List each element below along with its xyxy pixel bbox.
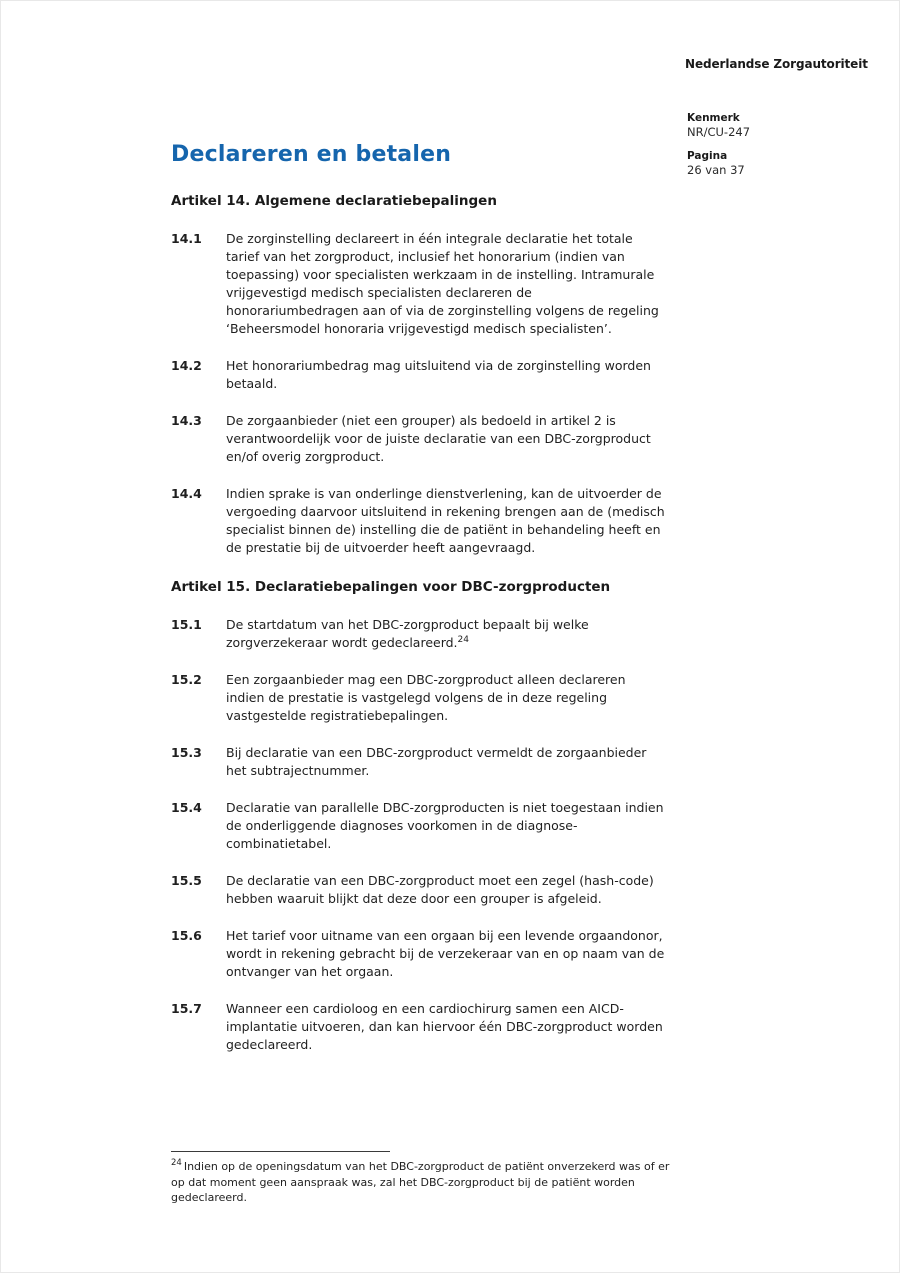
article-item-15-2 [171,671,667,725]
item-text: De declaratie van een DBC-zorgproduct moet een zegel (hash-code) hebben waaruit blijkt dat deze door een grouper is afgeleid. [226,873,654,906]
item-number: 15.6 [171,928,202,943]
item-text: Indien sprake is van onderlinge dienstverlening, kan de uitvoerder de vergoeding daarvoor uitsluitend in rekening brengen aan de (medisch specialist binnen de) instelling die de patiënt in behandeling heeft en de prestatie bij de uitvoerder heeft aangevraagd. [226,486,665,555]
item-number: 14.3 [171,413,202,428]
pagina-value: 26 van 37 [687,163,745,177]
article-item-14-4 [171,485,667,557]
org-name: Nederlandse Zorgautoriteit [685,57,868,71]
item-text [226,616,666,652]
kenmerk-label: Kenmerk [687,112,740,124]
item-text: Het honorariumbedrag mag uitsluitend via de zorginstelling worden betaald. [226,358,651,391]
item-text: De zorgaanbieder (niet een grouper) als bedoeld in artikel 2 is verantwoordelijk voor de juiste declaratie van een DBC-zorgproduct en/of overig zorgproduct. [226,413,651,464]
document-body [171,142,667,1073]
article-item-15-1 [171,616,667,652]
item-number: 15.1 [171,617,202,632]
article-item-14-3 [171,412,667,466]
article-item-15-3 [171,744,667,780]
pagina-label: Pagina [687,150,728,162]
item-number: 14.2 [171,358,202,373]
page-meta [687,111,857,187]
article-15-heading: Artikel 15. Declaratiebepalingen voor DBC-zorgproducten [171,579,611,595]
article-item-15-4 [171,799,667,853]
article-item-15-5 [171,872,667,908]
item-text-body: De startdatum van het DBC-zorgproduct bepaalt bij welke zorgverzekeraar wordt gedeclareerd. [226,617,589,650]
item-text: Declaratie van parallelle DBC-zorgproducten is niet toegestaan indien de onderliggende diagnoses voorkomen in de diagnose-combinatietabel. [226,800,664,851]
item-number: 14.1 [171,231,202,246]
footnote-body: Indien op de openingsdatum van het DBC-zorgproduct de patiënt onverzekerd was of er op dat moment geen aanspraak was, zal het DBC-zorgproduct bij de patiënt worden gedeclareerd. [171,1160,670,1204]
page-title: Declareren en betalen [171,142,452,167]
footnote-ref-24: 24 [457,634,469,645]
item-text: Bij declaratie van een DBC-zorgproduct vermeldt de zorgaanbieder het subtrajectnummer. [226,745,647,778]
item-number: 15.2 [171,672,202,687]
article-item-14-2 [171,357,667,393]
footnote-marker: 24 [171,1158,182,1169]
article-14-heading: Artikel 14. Algemene declaratiebepalingen [171,193,497,209]
article-item-14-1 [171,230,667,338]
article-14-section [171,193,667,557]
article-item-15-7 [171,1000,667,1054]
item-number: 15.7 [171,1001,202,1016]
item-number: 15.3 [171,745,202,760]
footnote-text [171,1159,685,1206]
item-number: 15.4 [171,800,202,815]
article-15-section [171,579,667,1054]
item-number: 14.4 [171,486,202,501]
footnote-separator [171,1151,390,1152]
article-item-15-6 [171,927,667,981]
item-number: 15.5 [171,873,202,888]
item-text: Het tarief voor uitname van een orgaan bij een levende orgaandonor, wordt in rekening gebracht bij de verzekeraar van en op naam van de ontvanger van het orgaan. [226,928,665,979]
item-text: Wanneer een cardioloog en een cardiochirurg samen een AICD-implantatie uitvoeren, dan kan hiervoor één DBC-zorgproduct worden gedeclareerd. [226,1001,663,1052]
item-text: Een zorgaanbieder mag een DBC-zorgproduct alleen declareren indien de prestatie is vastgelegd volgens de in deze regeling vastgestelde registratiebepalingen. [226,672,626,723]
item-text: De zorginstelling declareert in één integrale declaratie het totale tarief van het zorgproduct, inclusief het honorarium (indien van toepassing) voor specialisten werkzaam in de instelling. Intramurale vrijgevestigd medisch specialisten declareren de honorariumbedragen aan of via de zorginstelling volgens de regeling ‘Beheersmodel honoraria vrijgevestigd medisch specialisten’. [226,231,659,336]
kenmerk-value: NR/CU-247 [687,125,751,139]
footnote-block [171,1151,685,1206]
